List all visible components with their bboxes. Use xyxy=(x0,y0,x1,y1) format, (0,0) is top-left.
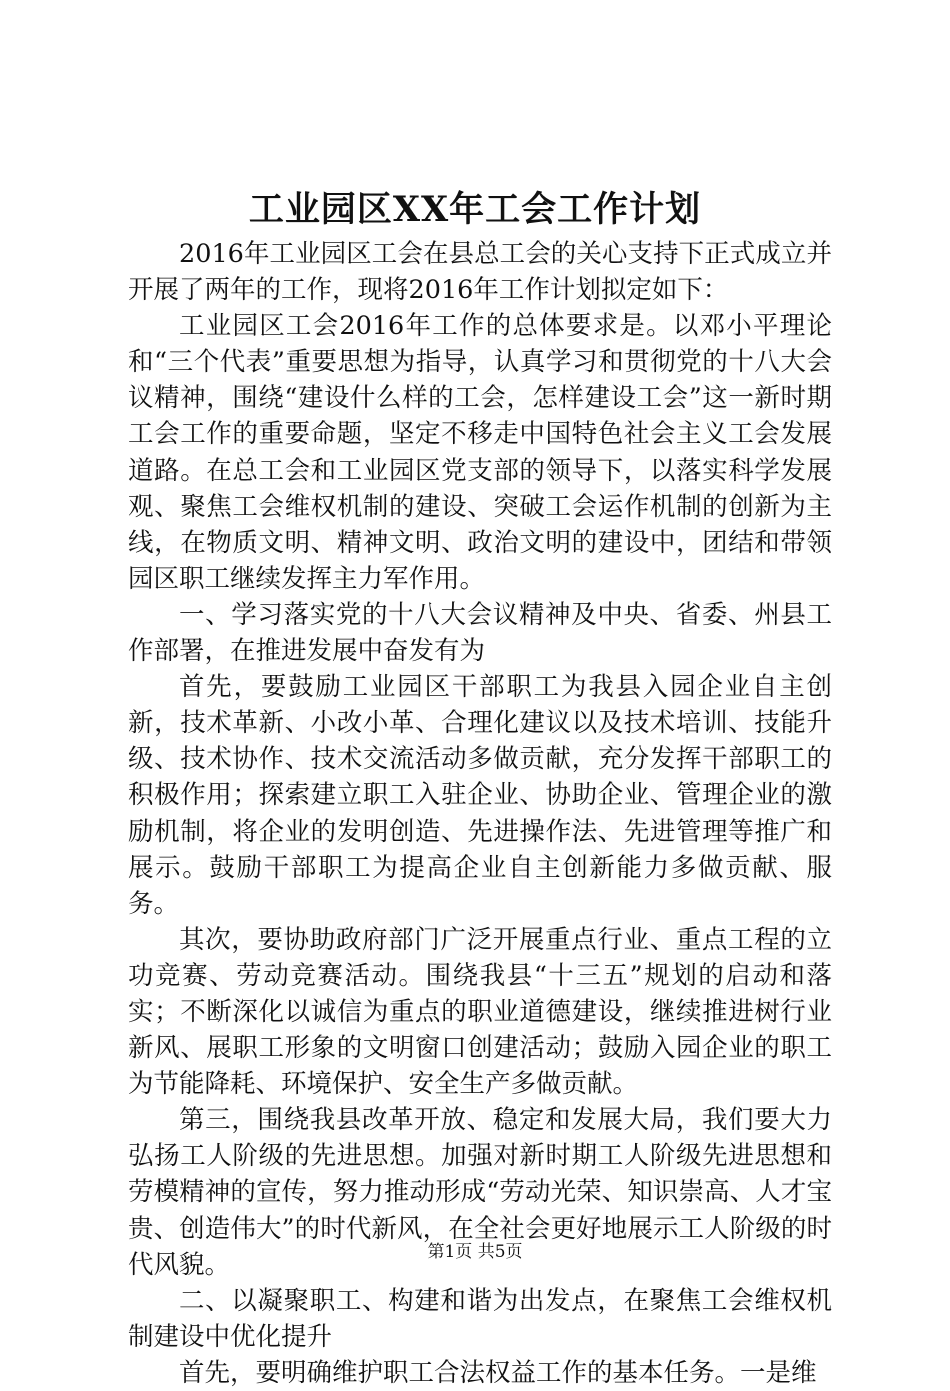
document-body xyxy=(128,236,832,1391)
section-heading-two: 二、以凝聚职工、构建和谐为出发点，在聚焦工会维权机制建设中优化提升 xyxy=(128,1285,832,1352)
paragraph-first: 首先，要鼓励工业园区干部职工为我县入园企业自主创新，技术革新、小改小革、合理化建议以及技术培训、技能升级、技术协作、技术交流活动多做贡献，充分发挥干部职工的积极作用；探索建立职工入驻企业、协助企业、管理企业的激励机制，将企业的发明创造、先进操作法、先进管理等推广和展示。鼓励干部职工为提高企业自主创新能力多做贡献、服务。 xyxy=(128,672,832,919)
paragraph-third: 第三，围绕我县改革开放、稳定和发展大局，我们要大力弘扬工人阶级的先进思想。加强对新时期工人阶级先进思想和劳模精神的宣传，努力推动形成“劳动光荣、知识崇高、人才宝贵、创造伟大”的时代新风，在全社会更好地展示工人阶级的时代风貌。 xyxy=(128,1105,832,1280)
paragraph-second: 其次，要协助政府部门广泛开展重点行业、重点工程的立功竞赛、劳动竞赛活动。围绕我县“十三五”规划的启动和落实；不断深化以诚信为重点的职业道德建设，继续推进树行业新风、展职工形象的文明窗口创建活动；鼓励入园企业的职工为节能降耗、环境保护、安全生产多做贡献。 xyxy=(128,924,832,1100)
document-title: 工业园区XX年工会工作计划 xyxy=(248,189,702,230)
page-number-footer: 第1页 共5页 xyxy=(427,1242,523,1262)
paragraph-intro: 2016年工业园区工会在县总工会的关心支持下正式成立并开展了两年的工作，现将2016年工作计划拟定如下： xyxy=(128,239,832,306)
paragraph-first-section-two: 首先，要明确维护职工合法权益工作的基本任务。一是维 xyxy=(179,1357,817,1388)
paragraph-general-requirements: 工业园区工会2016年工作的总体要求是。以邓小平理论和“三个代表”重要思想为指导，认真学习和贯彻党的十八大会议精神，围绕“建设什么样的工会，怎样建设工会”这一新时期工会工作的重要命题，坚定不移走中国特色社会主义工会发展道路。在总工会和工业园区党支部的领导下，以落实科学发展观、聚焦工会维权机制的建设、突破工会运作机制的创新为主线，在物质文明、精神文明、政治文明的建设中，团结和带领园区职工继续发挥主力军作用。 xyxy=(128,311,832,594)
section-heading-one: 一、学习落实党的十八大会议精神及中央、省委、州县工作部署，在推进发展中奋发有为 xyxy=(128,599,832,667)
